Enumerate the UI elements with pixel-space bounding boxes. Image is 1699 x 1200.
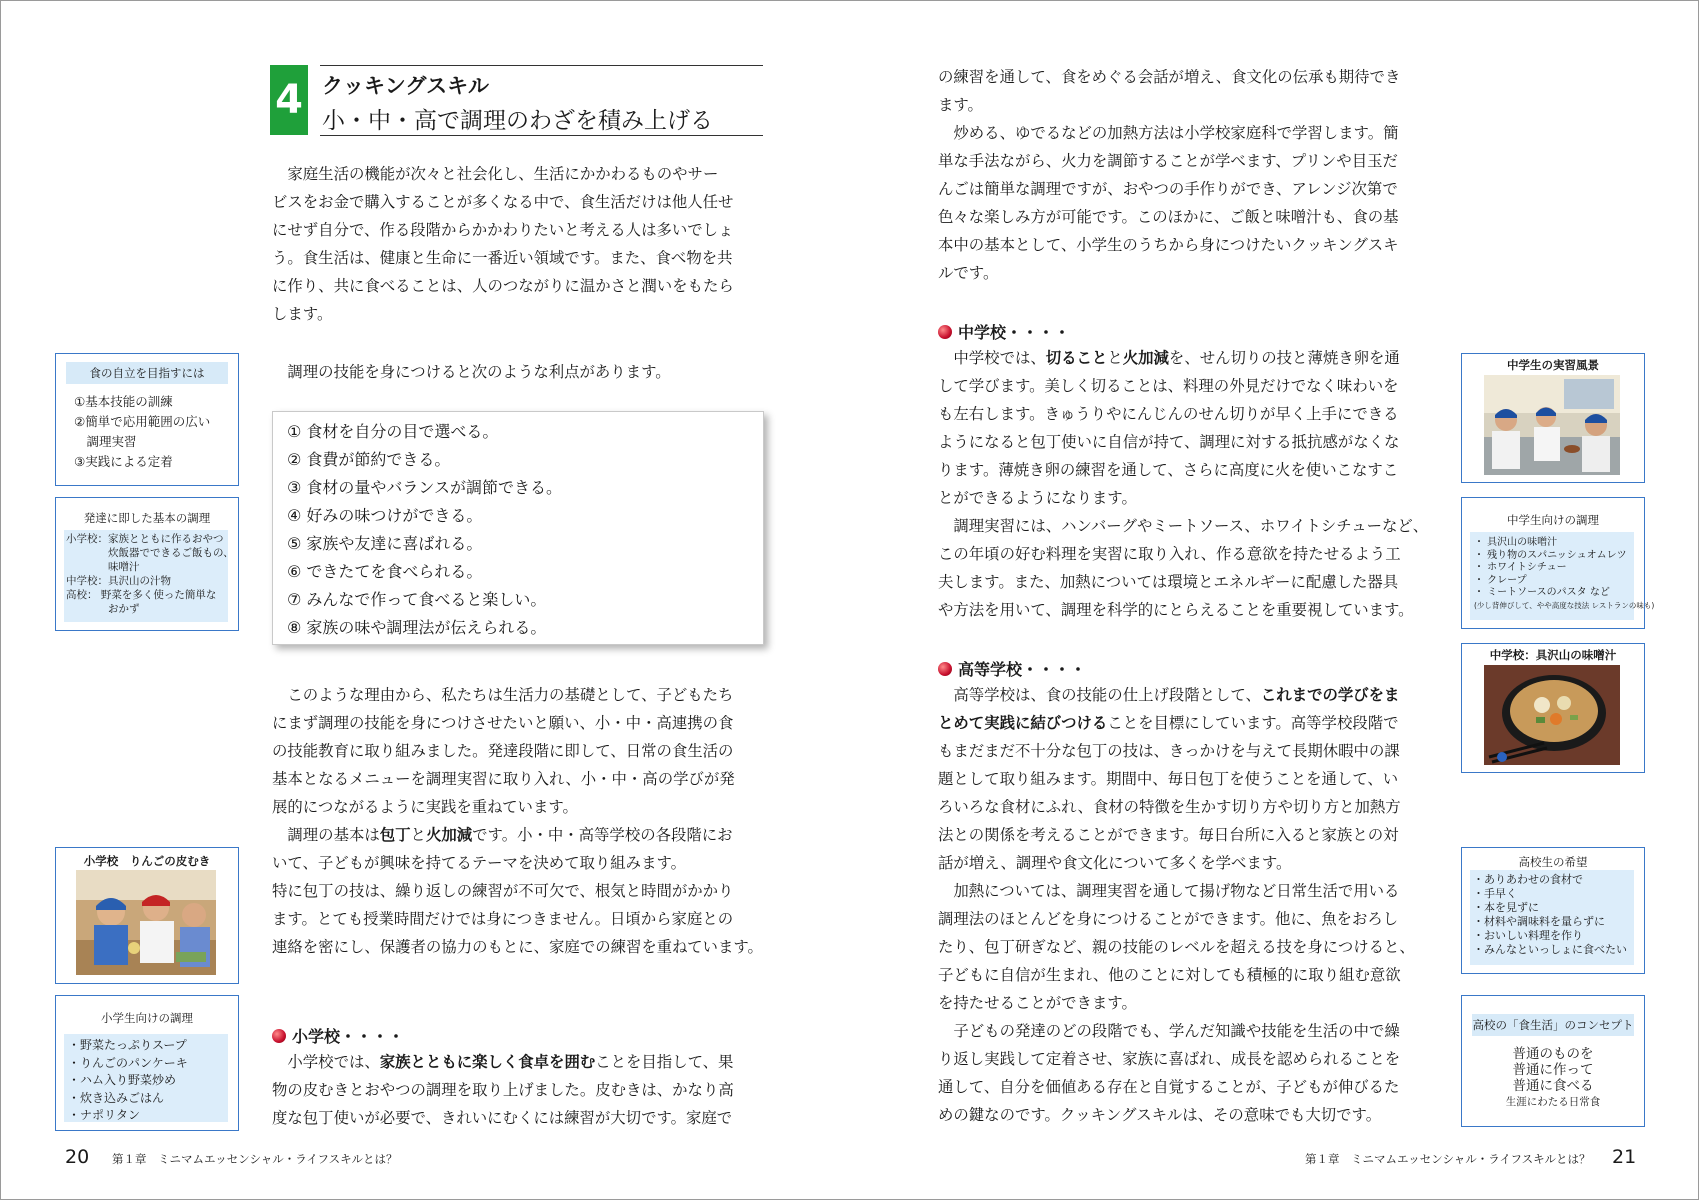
section-subtitle: 小・中・高で調理のわざを積み上げる bbox=[322, 108, 713, 134]
apple-peeling-photo bbox=[76, 870, 216, 975]
high-school-wishes-list: ・ありあわせの食材で ・手早く ・本を見ずに ・材料や調味料を量らずに ・おいしい料理を作り ・みんなといっしょに食べたい bbox=[1473, 873, 1627, 956]
high-school-wishes-box: 高校生の希望 ・ありあわせの食材で ・手早く ・本を見ずに ・材料や調味料を量らずに ・おいしい料理を作り ・みんなといっしょに食べたい bbox=[1461, 847, 1645, 974]
high-school-heading: 高等学校・・・・ bbox=[938, 657, 1086, 680]
red-bullet-icon bbox=[272, 1029, 286, 1043]
elementary-menu-list: ・野菜たっぷりスープ ・りんごのパンケーキ ・ハム入り野菜炒め ・炊き込みごはん ・ナポリタン bbox=[68, 1038, 188, 1122]
junior-practice-photo-box: 中学生の実習風景 bbox=[1461, 353, 1645, 483]
apple-peeling-photo-box: 小学校 りんごの皮むき bbox=[55, 847, 239, 984]
junior-practice-photo bbox=[1484, 375, 1620, 475]
right-running-footer: 第１章 ミニマムエッセンシャル・ライフスキルとは？ bbox=[1305, 1152, 1591, 1166]
benefit-item: ⑦ みんなで作って食べると楽しい。 bbox=[287, 590, 547, 609]
left-running-footer: 第１章 ミニマムエッセンシャル・ライフスキルとは？ bbox=[112, 1152, 398, 1166]
section-title: クッキングスキル bbox=[322, 74, 489, 98]
benefit-item: ⑥ できたてを食べられる。 bbox=[287, 562, 483, 581]
left-page-number: 20 bbox=[65, 1146, 90, 1168]
right-top-paragraph: の練習を通して、食をめぐる会話が増え、食文化の伝承も期待でき ます。 炒める、ゆでるなどの加熱方法は小学校家庭科で学習します。簡 単な手法ながら、火力を調節することが学べます、プリンや目玉だ んごは簡単な調理ですが、おやつの手作りができ、アレンジ次第で 色々な楽しみ方が可能です。このほかに、ご飯と味噌汁も、食の基 本中の基本として、小学生のうちから身につけたいクッキングスキ ルです。 bbox=[938, 68, 1401, 282]
self-reliance-box: 食の自立を目指すには ①基本技能の訓練 ②簡単で応用範囲の広い 調理実習 ③実践による定着 bbox=[55, 353, 239, 486]
elementary-menu-box: 小学生向けの調理 ・野菜たっぷりスープ ・りんごのパンケーキ ・ハム入り野菜炒め ・炊き込みごはん ・ナポリタン bbox=[55, 995, 239, 1131]
right-page-number: 21 bbox=[1612, 1146, 1637, 1168]
benefit-item: ④ 好みの味つけができる。 bbox=[287, 506, 483, 525]
miso-soup-photo-box: 中学校：具沢山の味噌汁 bbox=[1461, 643, 1645, 773]
high-school-paragraph: 高等学校は、食の技能の仕上げ段階として、これまでの学びをま とめて実践に結びつけることを目標にしています。高等学校段階で もまだまだ不十分な包丁の技は、きっかけを与えて長期休暇中の課 題として取り組みます。期間中、毎日包丁を使うことを通して、い ろいろな食材にふれ、食材の特徴を生かす切り方や切り方と加熱方 法との関係を考えることができます。毎日台所に入ると家族との対 話が増え、調理や食文化について多くを学べます。 加熱については、調理実習を通して揚げ物など日常生活で用いる 調理法のほとんどを身につけることができます。他に、魚をおろし たり、包丁研ぎなど、親の技能のレベルを超える技を身につけると、 子どもに自信が生まれ、他のことに対しても積極的に取り組む意欲 を持たせることができます。 子どもの発達のどの段階でも、学んだ知識や技能を生活の中で繰 り返し実践して定着させ、家族に喜ばれ、成長を認められることを 通して、自分を価値ある存在と自覚することが、子どもが伸びるた めの鍵なのです。クッキングスキルは、その意味でも大切です。 bbox=[938, 686, 1415, 1124]
section-number-badge: 4 bbox=[270, 65, 308, 135]
heading-top-rule bbox=[320, 65, 763, 66]
benefit-item: ③ 食材の量やバランスが調節できる。 bbox=[287, 478, 562, 497]
benefit-item: ⑧ 家族の味や調理法が伝えられる。 bbox=[287, 618, 547, 637]
elementary-heading: 小学校・・・・ bbox=[272, 1024, 404, 1047]
self-reliance-list: ①基本技能の訓練 ②簡単で応用範囲の広い 調理実習 ③実践による定着 bbox=[74, 394, 211, 469]
red-bullet-icon bbox=[938, 325, 952, 339]
benefits-box bbox=[272, 411, 764, 645]
miso-soup-photo bbox=[1484, 665, 1620, 765]
junior-high-heading: 中学校・・・・ bbox=[938, 320, 1070, 343]
lead-sentence: 調理の技能を身につけると次のような利点があります。 bbox=[287, 363, 671, 381]
junior-menu-list: ・ 具沢山の味噌汁 ・ 残り物のスパニッシュオムレツ ・ ホワイトシチュー ・ クレープ ・ ミートソースのパスタ など (少し背伸びして、やや高度な技法 レストランの味も) bbox=[1474, 537, 1655, 610]
reason-paragraph: このような理由から、私たちは生活力の基礎として、子どもたち にまず調理の技能を身につけさせたいと願い、小・中・高連携の食 の技能教育に取り組みました。発達段階に即して、日常の食生活の 基本となるメニューを調理実習に取り入れ、小・中・高の学びが発 展的につながるように実践を重ねています。 bbox=[272, 686, 735, 816]
elementary-paragraph: 小学校では、家族とともに楽しく食卓を囲むことを目指して、果 物の皮むきとおやつの調理を取り上げました。皮むきは、かなり高 度な包丁使いが必要で、きれいにむくには練習が大切です。家庭で bbox=[272, 1053, 734, 1127]
basics-paragraph: 調理の基本は包丁と火加減です。小・中・高等学校の各段階にお いて、子どもが興味を持てるテーマを決めて取り組みます。 特に包丁の技は、繰り返しの練習が不可欠で、根気と時間がかかり ます。とても授業時間だけでは身につきません。日頃から家庭との 連絡を密にし、保護者の協力のもとに、家庭での練習を重ねています。 bbox=[272, 826, 763, 956]
benefit-item: ⑤ 家族や友達に喜ばれる。 bbox=[287, 534, 483, 553]
junior-menu-box: 中学生向けの調理 ・ 具沢山の味噌汁 ・ 残り物のスパニッシュオムレツ ・ ホワイトシチュー ・ クレープ ・ ミートソースのパスタ など (少し背伸びして、やや高度な技法 レストランの味も) bbox=[1461, 497, 1645, 629]
concept-text: 普通のものを 普通に作って 普通に食べる 生涯にわたる日常食 bbox=[1505, 1046, 1601, 1108]
high-school-concept-box: 高校の「食生活」のコンセプト 普通のものを 普通に作って 普通に食べる 生涯にわたる日常食 bbox=[1461, 995, 1645, 1127]
red-bullet-icon bbox=[938, 662, 952, 676]
developmental-list: 小学校：家族とともに作るおやつ 炊飯器でできるご飯もの、 味噌汁 中学校：具沢山の汁物 高校： 野菜を多く使った簡単な おかず bbox=[66, 533, 234, 615]
benefit-item: ② 食費が節約できる。 bbox=[287, 450, 451, 469]
intro-paragraph: 家庭生活の機能が次々と社会化し、生活にかかわるものやサー ビスをお金で購入することが多くなる中で、食生活だけは他人任せ にせず自分で、作る段階からかかわりたいと考える人は多いでしょ う。食生活は、健康と生命に一番近い領域です。また、食べ物を共 に作り、共に食べることは、人のつながりに温かさと潤いをもたら します。 bbox=[272, 165, 734, 323]
benefit-item: ① 食材を自分の目で選べる。 bbox=[287, 422, 499, 441]
junior-high-paragraph: 中学校では、切ることと火加減を、せん切りの技と薄焼き卵を通 して学びます。美しく切ることは、料理の外見だけでなく味わいを も左右します。きゅうりやにんじんのせん切りが早く上手にできる ようになると包丁使いに自信が持て、調理に対する抵抗感がなくな ります。薄焼き卵の練習を通して、さらに高度に火を使いこなすこ とができるようになります。 調理実習には、ハンバーグやミートソース、ホワイトシチューなど、 この年頃の好む料理を実習に取り入れ、作る意欲を持たせるよう工 夫します。また、加熱については環境とエネルギーに配慮した器具 や方法を用いて、調理を科学的にとらえることを重要視しています。 bbox=[938, 349, 1429, 619]
heading-bottom-rule bbox=[320, 135, 763, 136]
developmental-cooking-box: 発達に即した基本の調理 小学校：家族とともに作るおやつ 炊飯器でできるご飯もの、 味噌汁 中学校：具沢山の汁物 高校： 野菜を多く使った簡単な おかず bbox=[55, 497, 239, 631]
